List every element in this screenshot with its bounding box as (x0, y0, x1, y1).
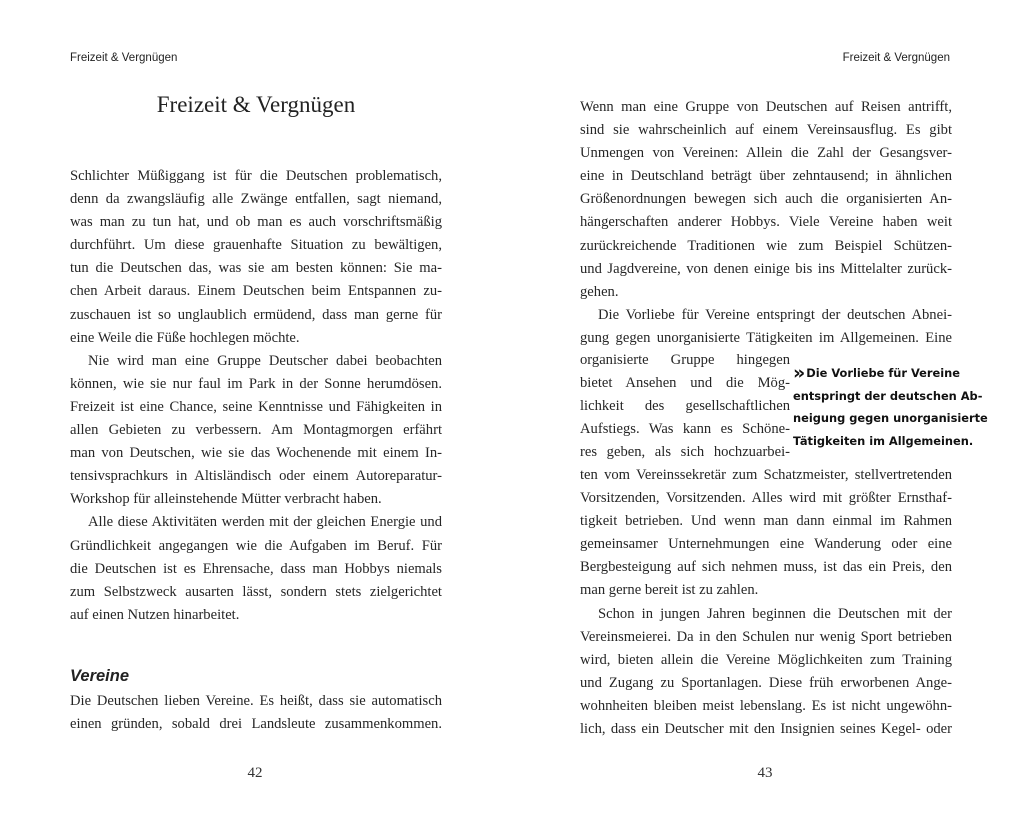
pull-quote-line (793, 362, 959, 385)
text-line: tensivsprachkurs in Altisländisch oder einem Autoreparatur- (70, 468, 442, 485)
text-line: Workshop für alleinstehende Mütter verbracht haben. (70, 491, 382, 508)
text-line: Nie wird man eine Gruppe Deutscher dabei beobachten (88, 352, 442, 369)
text-line: eine in Deutschland beträgt über zehntausend; in ähnlichen (580, 168, 952, 185)
text-line: denn da zwangsläufig alle Zwänge entfallen, sagt niemand, (70, 191, 442, 208)
right-page (510, 0, 1020, 826)
text-line: man von Deutschen, wie sie das Wochenende mit einem In- (70, 445, 442, 462)
page-number-label: 42 (247, 765, 263, 781)
text-line: durchführt. Um diese grauenhafte Situation zu bewältigen, (70, 237, 442, 254)
text-line: Alle diese Aktivitäten werden mit der gleichen Energie und (88, 514, 442, 531)
text-line: können, wie sie nur faul im Park in der Sonne herumdösen. (70, 375, 442, 392)
text-line: gemeinsamer Unternehmungen eine Wanderung oder eine (580, 536, 952, 553)
body-text (580, 96, 952, 350)
text-line: wohnheiten bleiben meist lebenslang. Es ist nicht ungewöhn- (580, 697, 952, 714)
text-line: bietet Ansehen und die Mög- (580, 375, 790, 392)
text-line: und Jagdvereine, von denen einige bis ins Mittelalter zurück- (580, 260, 952, 277)
text-line: Schon in jungen Jahren beginnen die Deutschen mit der (598, 605, 952, 622)
text-line: auf einen Nutzen hinarbeitet. (70, 606, 240, 623)
text-line: die Deutschen ist es Ehrensache, dass man Hobbys niemals (70, 560, 442, 577)
body-text (70, 690, 442, 736)
body-text (580, 464, 952, 741)
page-number (510, 765, 1020, 782)
body-text (70, 165, 442, 627)
text-line: Bergbesteigung auf sich nehmen muss, ist das ein Preis, den (580, 559, 952, 576)
section-heading: Vereine (70, 667, 130, 685)
text-line: Wenn man eine Gruppe von Deutschen auf Reisen antrifft, (580, 99, 952, 115)
text-line: Die Deutschen lieben Vereine. Es heißt, dass sie automatisch (70, 693, 442, 709)
text-line: wird, bieten allein die Vereine Möglichkeiten zum Training (580, 651, 952, 668)
chapter-title: Freizeit & Vergnügen (156, 92, 356, 117)
running-head: Freizeit & Vergnügen (70, 52, 178, 64)
text-line: chen Arbeit daraus. Einem Deutschen beim Entspannen zu- (70, 283, 442, 300)
text-line: zurückreichende Traditionen wie zum Beispiel Schützen- (580, 237, 952, 254)
pull-quote-line: neigung gegen unorganisierte (793, 411, 988, 426)
text-line: tun die Deutschen das, was sie am besten können: Sie ma- (70, 260, 442, 277)
text-line: allen Gebieten zu verbessern. Am Montagmorgen erfährt (70, 422, 442, 439)
text-line: sind sie wahrscheinlich auf einem Vereinsausflug. Es gibt (580, 122, 952, 139)
pull-quote-line: entspringt der deutschen Ab- (793, 388, 983, 403)
text-line: Freizeit ist eine Chance, seine Kenntnisse und Fähigkeiten in (70, 398, 442, 415)
text-line: Aufstiegs. Was kann es Schöne- (580, 421, 790, 438)
text-line: einen gründen, sobald drei Landsleute zusammenkommen. (70, 716, 442, 733)
page-number (0, 765, 510, 782)
text-line: lichkeit des gesellschaftlichen (580, 398, 790, 415)
text-line: organisierte Gruppe hingegen (580, 352, 790, 368)
text-line: lich, dass ein Deutscher mit den Insignien seines Kegel- oder (580, 721, 952, 738)
text-line: tigkeit betrieben. Und wenn man dann einmal im Rahmen (580, 513, 952, 530)
double-chevron-right-icon: » (793, 362, 806, 384)
text-line: was man zu tun hat, und ob man es auch vorschriftsmäßig (70, 214, 442, 231)
text-line: hängerschaften anderer Hobbys. Viele Vereine haben weit (580, 214, 952, 231)
text-line: Schlichter Müßiggang ist für die Deutschen problematisch, (70, 168, 442, 184)
page-number-label: 43 (757, 765, 773, 781)
text-line: zum Selbstzweck ausarten lässt, sondern stets zielgerichtet (70, 583, 442, 600)
text-line: Größenordnungen bewegen sich auch die organisierten An- (580, 191, 952, 208)
text-line: ten vom Vereinssekretär zum Schatzmeister, stellvertretenden (580, 467, 952, 483)
pull-quote-line: Tätigkeiten im Allgemeinen. (793, 433, 974, 448)
text-line: Vereinsmeierei. Da in den Schulen nur wenig Sport betrieben (580, 628, 952, 645)
text-line: und Zugang zu Sportanlagen. Diese früh erworbenen Ange- (580, 674, 952, 691)
text-line: Die Vorliebe für Vereine entspringt der deutschen Abnei- (598, 306, 952, 323)
text-line: eine Weile die Füße hochlegen möchte. (70, 329, 300, 346)
text-line: Unmengen von Vereinen: Allein die Zahl der Gesangsver- (580, 145, 952, 162)
running-head: Freizeit & Vergnügen (842, 52, 950, 64)
pull-quote-text: Die Vorliebe für Vereine (806, 366, 960, 380)
text-line: zuschauen ist so unglaublich ermüdend, dass man gerne für (70, 306, 442, 323)
pull-quote (793, 362, 988, 452)
text-line: gung gegen unorganisierte Tätigkeiten im Allgemeinen. Eine (580, 329, 952, 346)
text-line: man gerne bereit ist zu zahlen. (580, 582, 759, 599)
text-line: res geben, als sich hochzuarbei- (580, 444, 790, 461)
text-line: Gründlichkeit angegangen wie die Aufgaben im Beruf. Für (70, 537, 442, 554)
body-text-wrapped (580, 349, 790, 464)
text-line: gehen. (580, 283, 619, 300)
text-line: Vorsitzenden, Vorsitzenden. Alles wird mit größter Ernsthaf- (580, 490, 952, 507)
